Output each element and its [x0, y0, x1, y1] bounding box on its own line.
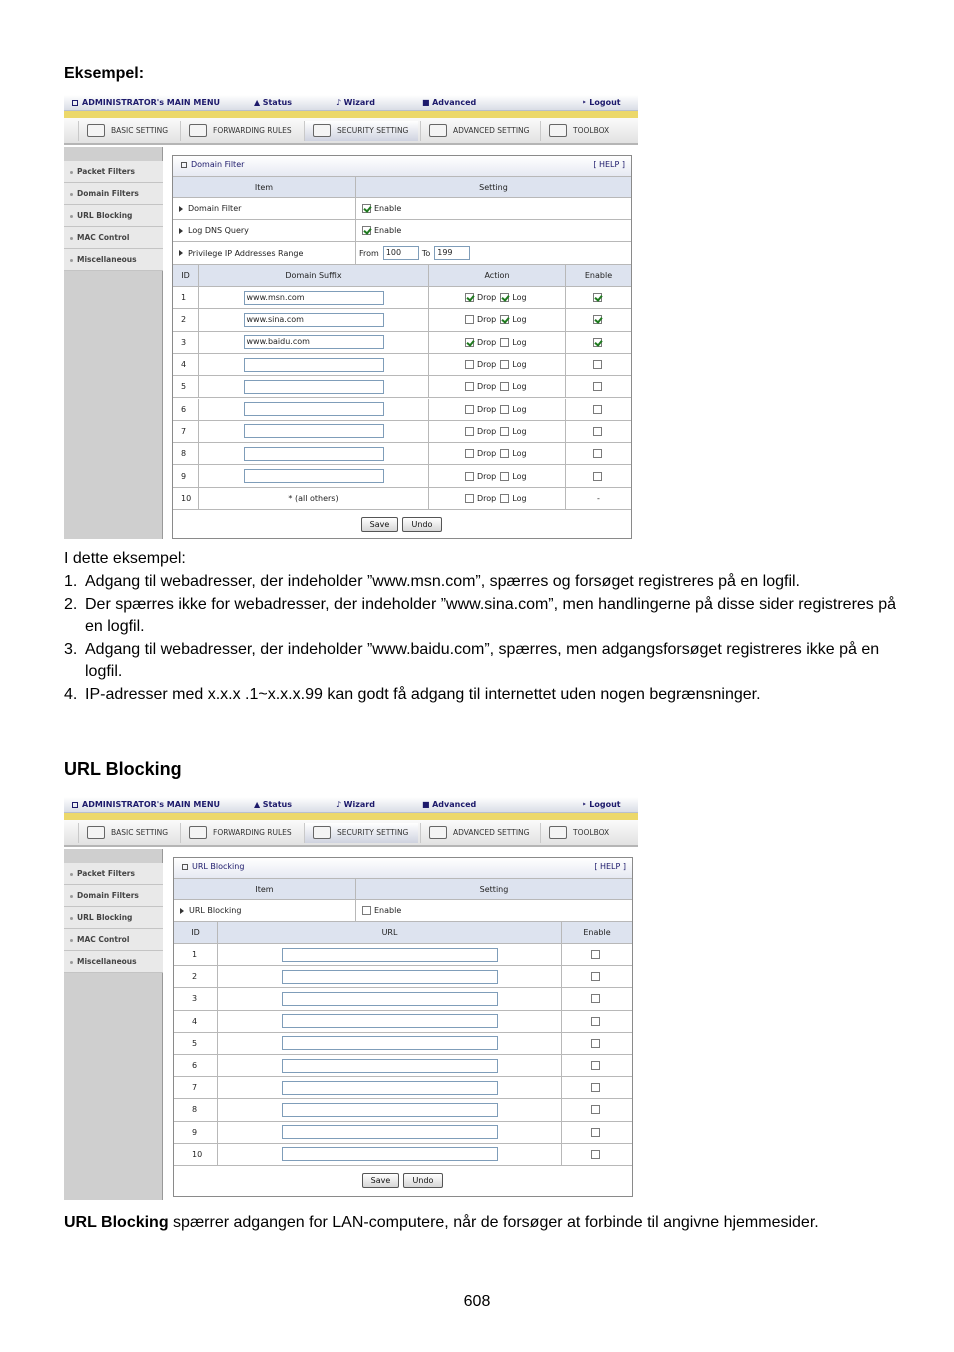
settings-header-row [173, 177, 631, 198]
setting-header: Setting [479, 182, 508, 192]
log-checkbox[interactable] [500, 360, 509, 369]
tab-basic-setting[interactable]: BASIC SETTING [78, 823, 178, 843]
url-cell [218, 988, 562, 1009]
drop-label: Drop [477, 382, 497, 392]
log-dns-enable-checkbox[interactable] [362, 226, 371, 235]
url-cell [218, 1055, 562, 1076]
log-checkbox[interactable] [500, 449, 509, 458]
url-input[interactable] [282, 992, 498, 1006]
suffix-cell [199, 465, 429, 486]
col-enable-header: Enable [583, 928, 611, 937]
url-cell [218, 1033, 562, 1054]
col-id-header: ID [174, 922, 218, 943]
log-label: Log [512, 471, 527, 481]
setting-row-log-dns: Log DNS Query Enable [173, 220, 631, 242]
domain-suffix-input[interactable]: www.sina.com [244, 313, 384, 327]
drop-checkbox[interactable] [465, 315, 474, 324]
basic-setting-icon [87, 826, 105, 839]
enable-cell [562, 1033, 632, 1054]
enable-cell [562, 944, 632, 965]
enable-cell [566, 399, 631, 420]
enable-cell [566, 287, 631, 308]
suffix-cell [199, 354, 429, 375]
enable-cell [562, 1011, 632, 1032]
url-input[interactable] [282, 1103, 498, 1117]
domain-filter-row [173, 376, 631, 398]
action-cell [429, 309, 566, 330]
action-cell [429, 332, 566, 353]
url-input[interactable] [282, 948, 498, 962]
tab-advanced-setting[interactable]: ADVANCED SETTING [420, 121, 538, 141]
log-checkbox[interactable] [500, 382, 509, 391]
accent-bar [64, 813, 638, 820]
url-row [174, 1033, 632, 1055]
suffix-cell [199, 287, 429, 308]
url-cell [218, 944, 562, 965]
suffix-cell [199, 488, 429, 509]
row-id: 7 [174, 1077, 218, 1098]
suffix-cell [199, 376, 429, 397]
sidebar-item-domain-filters[interactable]: Domain Filters [64, 183, 163, 205]
save-button[interactable]: Save [362, 1173, 399, 1188]
drop-label: Drop [477, 293, 497, 303]
log-checkbox[interactable] [500, 472, 509, 481]
setting-label: Privilege IP Addresses Range [188, 248, 304, 258]
domain-suffix-input[interactable] [244, 402, 384, 416]
accent-bar [64, 111, 638, 118]
panel-title-row [173, 156, 631, 177]
drop-checkbox[interactable] [465, 449, 474, 458]
enable-checkbox[interactable] [593, 315, 602, 324]
url-row [174, 966, 632, 988]
log-label: Log [512, 360, 527, 370]
security-sidebar [64, 849, 163, 1200]
row-id: 9 [173, 465, 199, 486]
wizard-link[interactable]: ♪ Wizard [336, 800, 375, 809]
status-link[interactable]: ▲ Status [254, 800, 292, 809]
suffix-text: * (all others) [288, 493, 339, 503]
log-label: Log [512, 337, 527, 347]
undo-button[interactable]: Undo [403, 1173, 443, 1188]
admin-menu-link[interactable]: ADMINISTRATOR's MAIN MENU [72, 98, 220, 107]
log-label: Log [512, 426, 527, 436]
sidebar-item-domain-filters[interactable]: Domain Filters [64, 885, 163, 907]
url-cell [218, 1144, 562, 1165]
enable-cell [566, 332, 631, 353]
sidebar-item-url-blocking[interactable]: URL Blocking [64, 205, 163, 227]
action-cell [429, 376, 566, 397]
row-id: 3 [174, 988, 218, 1009]
drop-label: Drop [477, 471, 497, 481]
url-input[interactable] [282, 1036, 498, 1050]
log-label: Log [512, 404, 527, 414]
url-input[interactable] [282, 1125, 498, 1139]
domain-filter-row [173, 488, 631, 510]
enable-cell [566, 443, 631, 464]
drop-label: Drop [477, 315, 497, 325]
enable-cell [562, 1099, 632, 1120]
url-table-header [174, 922, 632, 944]
setting-row-privilege-ip: Privilege IP Addresses Range From 100 To 199 [173, 242, 631, 265]
row-id: 1 [173, 287, 199, 308]
action-cell [429, 421, 566, 442]
log-checkbox[interactable] [500, 338, 509, 347]
status-link[interactable]: ▲ Status [254, 98, 292, 107]
toolbox-icon [549, 826, 567, 839]
router-top-menu [64, 95, 638, 111]
col-enable-header: Enable [584, 271, 613, 280]
row-id: 4 [174, 1011, 218, 1032]
drop-label: Drop [477, 337, 497, 347]
help-link[interactable]: [ HELP ] [593, 160, 625, 169]
sidebar-item-packet-filters[interactable]: Packet Filters [64, 863, 163, 885]
url-row [174, 1144, 632, 1166]
url-cell [218, 1122, 562, 1143]
enable-checkbox[interactable] [591, 1128, 600, 1137]
url-input[interactable] [282, 1081, 498, 1095]
intro-text: I dette eksempel: [64, 550, 186, 567]
advanced-link[interactable]: ■ Advanced [422, 800, 477, 809]
enable-checkbox[interactable] [593, 293, 602, 302]
url-input[interactable] [282, 1059, 498, 1073]
domain-suffix-input[interactable] [244, 358, 384, 372]
example-list [64, 571, 904, 707]
row-id: 6 [173, 399, 199, 420]
drop-checkbox[interactable] [465, 427, 474, 436]
tab-security-setting[interactable]: SECURITY SETTING [304, 121, 418, 141]
setting-row-url-blocking: URL Blocking Enable [174, 900, 632, 922]
security-icon [313, 826, 331, 839]
tab-advanced-setting[interactable]: ADVANCED SETTING [420, 823, 538, 843]
enable-cell [566, 376, 631, 397]
url-cell [218, 966, 562, 987]
url-input[interactable] [282, 1014, 498, 1028]
toolbox-icon [549, 124, 567, 137]
tab-security-setting[interactable]: SECURITY SETTING [304, 823, 418, 843]
row-id: 3 [173, 332, 199, 353]
suffix-cell [199, 399, 429, 420]
drop-label: Drop [477, 404, 497, 414]
item-header: Item [174, 879, 356, 899]
enable-checkbox[interactable] [593, 360, 602, 369]
domain-filter-screenshot [64, 95, 638, 539]
enable-checkbox[interactable] [591, 1017, 600, 1026]
url-row [174, 1122, 632, 1144]
action-cell [429, 354, 566, 375]
save-button[interactable]: Save [361, 517, 398, 532]
log-label: Log [512, 382, 527, 392]
security-icon [313, 124, 331, 137]
domain-suffix-input[interactable]: www.msn.com [244, 291, 384, 305]
drop-checkbox[interactable] [465, 494, 474, 503]
domain-filter-row [173, 287, 631, 309]
router-top-menu [64, 797, 638, 813]
enable-checkbox[interactable] [593, 338, 602, 347]
admin-menu-link[interactable]: ADMINISTRATOR's MAIN MENU [72, 800, 220, 809]
domain-table-header [173, 265, 631, 287]
tab-toolbox[interactable]: TOOLBOX [540, 823, 620, 843]
setting-label: URL Blocking [189, 906, 242, 915]
enable-checkbox[interactable] [593, 405, 602, 414]
enable-checkbox[interactable] [591, 1039, 600, 1048]
row-id: 10 [174, 1144, 218, 1165]
url-row [174, 944, 632, 966]
row-id: 7 [173, 421, 199, 442]
forwarding-icon [189, 826, 207, 839]
log-label: Log [512, 449, 527, 459]
enable-checkbox[interactable] [591, 1105, 600, 1114]
url-row [174, 988, 632, 1010]
url-row [174, 1099, 632, 1121]
row-id: 2 [173, 309, 199, 330]
domain-filter-row [173, 443, 631, 465]
url-blocking-panel [173, 857, 633, 1197]
privilege-to-input[interactable]: 199 [434, 246, 470, 260]
enable-cell [566, 421, 631, 442]
col-action-header: Action [429, 265, 566, 286]
list-item: 3. Adgang til webadresser, der indeholder ”www.baidu.com”, spærres, men adgangsforsøget registreres ikke på en logfil. [64, 640, 880, 681]
enable-cell [566, 354, 631, 375]
row-id: 5 [174, 1033, 218, 1054]
action-cell [429, 287, 566, 308]
url-blocking-enable-checkbox[interactable] [362, 906, 371, 915]
drop-label: Drop [477, 493, 497, 503]
wizard-link[interactable]: ♪ Wizard [336, 98, 375, 107]
enable-cell [566, 488, 631, 509]
domain-suffix-input[interactable] [244, 469, 384, 483]
settings-header-row [174, 879, 632, 900]
sidebar-item-mac-control[interactable]: MAC Control [64, 227, 163, 249]
suffix-cell [199, 443, 429, 464]
tab-toolbox[interactable]: TOOLBOX [540, 121, 620, 141]
url-row [174, 1011, 632, 1033]
tab-forwarding-rules[interactable]: FORWARDING RULES [180, 121, 302, 141]
drop-checkbox[interactable] [465, 472, 474, 481]
domain-suffix-input[interactable]: www.baidu.com [244, 335, 384, 349]
example-heading: Eksempel: [64, 65, 145, 82]
enable-cell [562, 1077, 632, 1098]
enable-text: - [597, 493, 600, 503]
url-blocking-heading: URL Blocking [64, 759, 182, 779]
logout-link[interactable]: ‣ Logout [582, 98, 621, 107]
sidebar-item-url-blocking[interactable]: URL Blocking [64, 907, 163, 929]
url-row [174, 1055, 632, 1077]
log-checkbox[interactable] [500, 293, 509, 302]
suffix-cell [199, 421, 429, 442]
help-link[interactable]: [ HELP ] [594, 862, 626, 871]
drop-label: Drop [477, 360, 497, 370]
enable-cell [562, 1055, 632, 1076]
col-url-header: URL [218, 922, 562, 943]
action-cell [429, 399, 566, 420]
list-item: 2. Der spærres ikke for webadresser, der indeholder ”www.sina.com”, men handlingerne på disse sider registreres på en logfil. [64, 595, 897, 636]
col-id-header: ID [173, 265, 199, 286]
drop-label: Drop [477, 449, 497, 459]
enable-checkbox[interactable] [591, 972, 600, 981]
url-cell [218, 1077, 562, 1098]
enable-checkbox[interactable] [593, 427, 602, 436]
domain-filter-row [173, 399, 631, 421]
suffix-cell [199, 332, 429, 353]
log-checkbox[interactable] [500, 315, 509, 324]
drop-checkbox[interactable] [465, 405, 474, 414]
drop-checkbox[interactable] [465, 338, 474, 347]
domain-filter-row [173, 354, 631, 376]
advanced-setting-icon [429, 826, 447, 839]
url-input[interactable] [282, 970, 498, 984]
list-item: 4. IP-adresser med x.x.x .1~x.x.x.99 kan godt få adgang til internettet uden nogen begrænsninger. [64, 685, 761, 703]
bullet-arrow-icon [179, 250, 183, 256]
enable-checkbox[interactable] [591, 950, 600, 959]
log-label: Log [512, 293, 527, 303]
logout-link[interactable]: ‣ Logout [582, 800, 621, 809]
col-suffix-header: Domain Suffix [199, 265, 429, 286]
enable-checkbox[interactable] [591, 994, 600, 1003]
sidebar-item-miscellaneous[interactable]: Miscellaneous [64, 951, 163, 973]
enable-checkbox[interactable] [593, 382, 602, 391]
sidebar-item-mac-control[interactable]: MAC Control [64, 929, 163, 951]
url-blocking-screenshot [64, 797, 638, 1200]
drop-checkbox[interactable] [465, 382, 474, 391]
url-cell [218, 1099, 562, 1120]
domain-filter-panel [172, 155, 632, 539]
log-checkbox[interactable] [500, 427, 509, 436]
enable-checkbox[interactable] [593, 472, 602, 481]
row-id: 6 [174, 1055, 218, 1076]
bullet-arrow-icon [179, 228, 183, 234]
drop-checkbox[interactable] [465, 360, 474, 369]
enable-cell [562, 1144, 632, 1165]
enable-checkbox[interactable] [591, 1083, 600, 1092]
enable-cell [562, 1122, 632, 1143]
setting-label: Log DNS Query [188, 226, 249, 235]
domain-filter-enable-checkbox[interactable] [362, 204, 371, 213]
setting-header: Setting [479, 884, 509, 894]
main-tab-bar [64, 118, 638, 145]
log-checkbox[interactable] [500, 494, 509, 503]
domain-filter-row [173, 421, 631, 443]
domain-suffix-input[interactable] [244, 447, 384, 461]
privilege-from-input[interactable]: 100 [383, 246, 419, 260]
log-checkbox[interactable] [500, 405, 509, 414]
action-cell [429, 443, 566, 464]
domain-suffix-input[interactable] [244, 380, 384, 394]
url-input[interactable] [282, 1147, 498, 1161]
row-id: 8 [174, 1099, 218, 1120]
bullet-arrow-icon [179, 206, 183, 212]
list-item: 1. Adgang til webadresser, der indeholder ”www.msn.com”, spærres og forsøget registreres på en logfil. [64, 573, 800, 590]
row-id: 2 [174, 966, 218, 987]
row-id: 5 [173, 376, 199, 397]
panel-title: URL Blocking [182, 862, 244, 871]
enable-cell [562, 988, 632, 1009]
enable-cell [566, 309, 631, 330]
setting-row-domain-filter: Domain Filter Enable [173, 198, 631, 220]
url-blocking-description: URL Blocking spærrer adgangen for LAN-computere, når de forsøger at forbinde til angivne hjemmesider. [64, 1214, 819, 1231]
row-id: 9 [174, 1122, 218, 1143]
enable-cell [566, 465, 631, 486]
url-row [174, 1077, 632, 1099]
tab-forwarding-rules[interactable]: FORWARDING RULES [180, 823, 302, 843]
tab-basic-setting[interactable]: BASIC SETTING [78, 121, 178, 141]
row-id: 8 [173, 443, 199, 464]
enable-checkbox[interactable] [591, 1061, 600, 1070]
log-label: Log [512, 315, 527, 325]
domain-suffix-input[interactable] [244, 424, 384, 438]
basic-setting-icon [87, 124, 105, 137]
advanced-link[interactable]: ■ Advanced [422, 98, 477, 107]
undo-button[interactable]: Undo [402, 517, 442, 532]
sidebar-item-miscellaneous[interactable]: Miscellaneous [64, 249, 163, 271]
enable-checkbox[interactable] [591, 1150, 600, 1159]
drop-label: Drop [477, 426, 497, 436]
drop-checkbox[interactable] [465, 293, 474, 302]
domain-filter-row [173, 465, 631, 487]
bullet-arrow-icon [180, 908, 184, 914]
action-cell [429, 465, 566, 486]
action-cell [429, 488, 566, 509]
row-id: 10 [173, 488, 199, 509]
page-number: 608 [463, 1293, 491, 1310]
row-id: 4 [173, 354, 199, 375]
setting-label: Domain Filter [188, 204, 242, 213]
sidebar-item-packet-filters[interactable]: Packet Filters [64, 161, 163, 183]
suffix-cell [199, 309, 429, 330]
panel-title: Domain Filter [181, 160, 244, 169]
item-header: Item [173, 177, 356, 197]
panel-title-row [174, 858, 632, 879]
security-sidebar [64, 147, 163, 539]
advanced-setting-icon [429, 124, 447, 137]
domain-filter-row [173, 332, 631, 354]
enable-cell [562, 966, 632, 987]
main-tab-bar [64, 820, 638, 847]
domain-filter-row [173, 309, 631, 331]
log-label: Log [512, 493, 527, 503]
forwarding-icon [189, 124, 207, 137]
row-id: 1 [174, 944, 218, 965]
enable-checkbox[interactable] [593, 449, 602, 458]
url-cell [218, 1011, 562, 1032]
